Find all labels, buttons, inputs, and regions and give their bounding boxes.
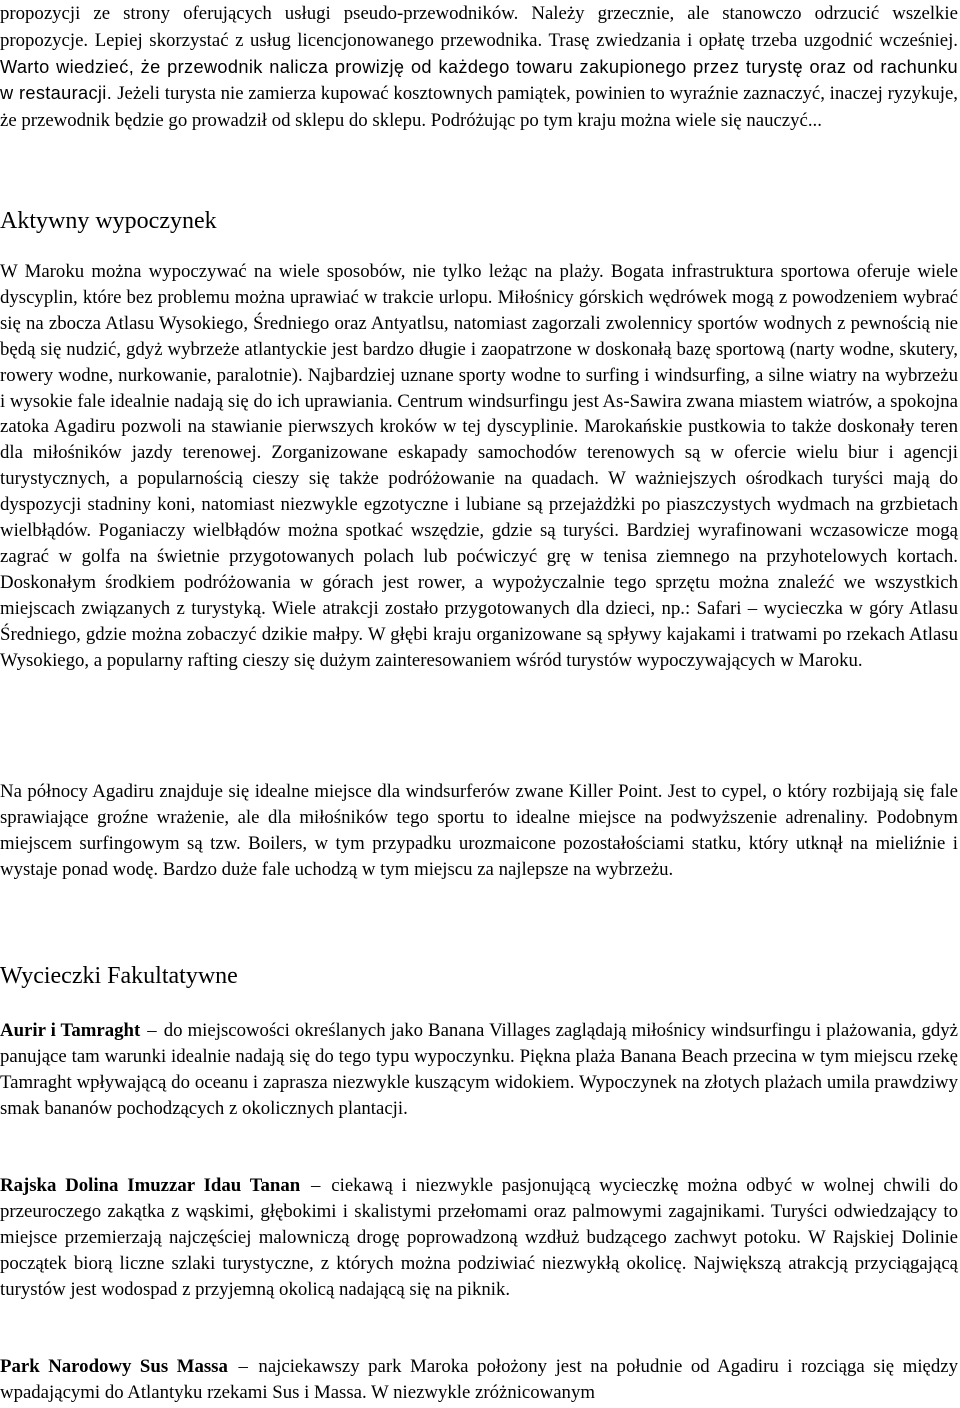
em-dash: – [147, 1020, 157, 1041]
excursion-name: Aurir i Tamraght [0, 1020, 141, 1041]
excursion-entry-rajska-dolina [0, 1173, 958, 1303]
intro-text-part3: Jeżeli turysta nie zamierza kupować kosztownych pamiątek, powinien to wyraźnie zaznaczyć, inaczej ryzykuje, że przewodnik będzie go prowadził od sklepu do sklepu. Podróżując po tym kraju można wiele się nauczyć... [0, 83, 958, 131]
intro-paragraph [0, 0, 958, 134]
em-dash: – [238, 1356, 248, 1377]
excursion-text: ciekawą i niezwykle pasjonującą wycieczkę można odbyć w wolnej chwili do przeuroczego zakątka z wąskimi, głębokimi i skalistymi przełomami oraz palmowymi zagajnikami. Turyści odwiedzający to miejsce przemierzają najczęściej malowniczą drogę poprowadzoną wzdłuż budzącego zachwyt potoku. W Rajskiej Dolinie początek biorą liczne szlaki turystyczne, z których można podziwiać niezwykłą okolicę. Największą atrakcją przyciągającą turystów jest wodospad z przyjemną okolicą nadającą się na piknik. [0, 1175, 958, 1300]
excursion-entry-sus-massa [0, 1354, 958, 1406]
active-leisure-paragraph-1: W Maroku można wypoczywać na wiele sposobów, nie tylko leżąc na plaży. Bogata infrastruktura sportowa oferuje wiele dyscyplin, które bez problemu można uprawiać w trakcie urlopu. Miłośnicy górskich wędrówek mogą z powodzeniem wybrać się na zbocza Atlasu Wysokiego, Średniego oraz Antyatlsu, natomiast zagorzali zwolennicy sportów wodnych z pewnością nie będą się nudzić, gdyż wybrzeże atlantyckie jest bardzo długie i zaopatrzone w doskonałą bazę sportową (narty wodne, skutery, rowery wodne, nurkowanie, paralotnie). Najbardziej uznane sporty wodne to surfing i windsurfing, a silne wiatry na wybrzeżu i wysokie fale idealnie nadają się do ich uprawiania. Centrum windsurfingu jest As-Sawira zwana miastem wiatrów, a spokojna zatoka Agadiru pozwoli na stawianie pierwszych kroków w tej dyscyplinie. Marokańskie pustkowia to także doskonały teren dla miłośników jazdy terenowej. Zorganizowane eskapady samochodów terenowych są w ofercie wielu biur i agencji turystycznych, a popularnością cieszy się także podróżowanie na quadach. W ważniejszych ośrodkach turyści mają do dyspozycji stadniny koni, natomiast niezwykle egzotyczne i lubiane są przejażdżki po piaszczystych wydmach na grzbietach wielbłądów. Poganiaczy wielbłądów można spotkać wszędzie, gdzie są turyści. Bardziej wyrafinowani wczasowicze mogą zagrać w golfa na świetnie przygotowanych polach lub poćwiczyć grę w tenisa ziemnego na przyhotelowych kortach. Doskonałym środkiem podróżowania w górach jest rower, a wypożyczalnie tego sprzętu można znaleźć we wszystkich miejscach związanych z turystyką. Wiele atrakcji zostało przygotowanych dla dzieci, np.: Safari – wycieczka w góry Atlasu Średniego, gdzie można zobaczyć dzikie małpy. W głębi kraju organizowane są spływy kajakami i tratwami po rzekach Atlasu Wysokiego, a popularny rafting cieszy się dużym zainteresowaniem wśród turystów wypoczywających w Maroku. [0, 261, 958, 671]
active-leisure-paragraph-2: Na północy Agadiru znajduje się idealne miejsce dla windsurferów zwane Killer Point. Jest to cypel, o który rozbijają się fale sprawiające groźne wrażenie, ale dla miłośników tego sportu to idealne miejsce na podwyższenie adrenaliny. Podobnym miejscem surfingowym są tzw. Boilers, w tym przypadku urozmaicone pozostałościami statku, który utknął na mieliźnie i wystaje ponad wodę. Bardzo duże fale uchodzą w tym miejscu za najlepsze na wybrzeżu. [0, 781, 958, 880]
section-heading-aktywny-wypoczynek: Aktywny wypoczynek [0, 208, 217, 234]
excursion-text: najciekawszy park Maroka położony jest na południe od Agadiru i rozciąga się między wpadającymi do Atlantyku rzekami Sus i Massa. W niezwykle zróżnicowanym [0, 1356, 959, 1403]
excursion-entry-aurir [0, 1018, 958, 1122]
excursion-name: Park Narodowy Sus Massa [0, 1356, 228, 1377]
intro-text-part1: propozycji ze strony oferujących usługi pseudo-przewodników. Należy grzecznie, ale stanowczo odrzucić wszelkie propozycje. Lepiej skorzystać z usług licencjonowanego przewodnika. Trasę zwiedzania i opłatę trzeba uzgodnić wcześniej. [0, 3, 958, 51]
excursion-name: Rajska Dolina Imuzzar Idau Tanan [0, 1175, 301, 1196]
section-heading-wycieczki-fakultatywne: Wycieczki Fakultatywne [0, 963, 238, 989]
intro-text-part2: Warto wiedzieć, że przewodnik nalicza prowizję od każdego towaru zakupionego przez turystę oraz od rachunku w restauracji. [0, 57, 958, 103]
excursion-text: do miejscowości określanych jako Banana Villages zaglądają miłośnicy windsurfingu i plażowania, gdyż panujące tam warunki idealnie nadają się do tego typu wypoczynku. Piękna plaża Banana Beach przecina w tym miejscu rzekę Tamraght wpływającą do oceanu i zaprasza niezwykle kuszącym widokiem. Wypoczynek na złotych plażach umila prawdziwy smak bananów pochodzących z okolicznych plantacji. [0, 1020, 958, 1119]
em-dash: – [311, 1175, 321, 1196]
